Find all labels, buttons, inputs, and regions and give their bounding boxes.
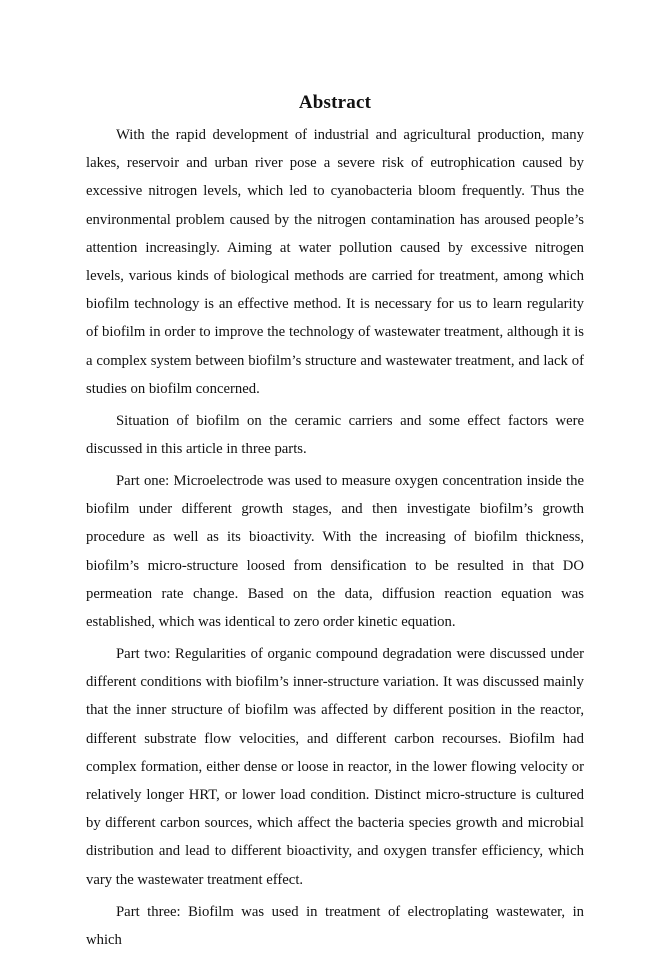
paragraph-part-one: Part one: Microelectrode was used to measure oxygen concentration inside the biofilm under different growth stages, and then investigate biofilm’s growth procedure as well as its bioactivity. With the increasing of biofilm thickness, biofilm’s micro-structure loosed from densification to be resulted in that DO permeation rate change. Based on the data, diffusion reaction equation was established, which was identical to zero order kinetic equation.: [86, 473, 584, 631]
paragraph-introduction: With the rapid development of industrial and agricultural production, many lakes, reservoir and urban river pose a severe risk of eutrophication caused by excessive nitrogen levels, which led to cyanobacteria bloom frequently. Thus the environmental problem caused by the nitrogen contamination has aroused people’s attention increasingly. Aiming at water pollution caused by excessive nitrogen levels, various kinds of biological methods are carried for treatment, among which biofilm technology is an effective method. It is necessary for us to learn regularity of biofilm in order to improve the technology of wastewater treatment, although it is a complex system between biofilm’s structure and wastewater treatment, and lack of studies on biofilm concerned.: [86, 127, 584, 397]
paragraph-part-two: Part two: Regularities of organic compound degradation were discussed under different conditions with biofilm’s inner-structure variation. It was discussed mainly that the inner structure of biofilm was affected by different position in the reactor, different substrate flow velocities, and different carbon recourses. Biofilm had complex formation, either dense or loose in reactor, in the lower flowing velocity or relatively longer HRT, or lower load condition. Distinct micro-structure is cultured by different carbon sources, which affect the bacteria species growth and microbial distribution and lead to different bioactivity, and oxygen transfer efficiency, which vary the wastewater treatment effect.: [86, 646, 584, 888]
paragraph-overview: Situation of biofilm on the ceramic carriers and some effect factors were discussed in this article in three parts.: [86, 412, 584, 458]
abstract-title: Abstract: [298, 92, 372, 113]
paragraph-part-three: Part three: Biofilm was used in treatment of electroplating wastewater, in which: [86, 903, 584, 948]
